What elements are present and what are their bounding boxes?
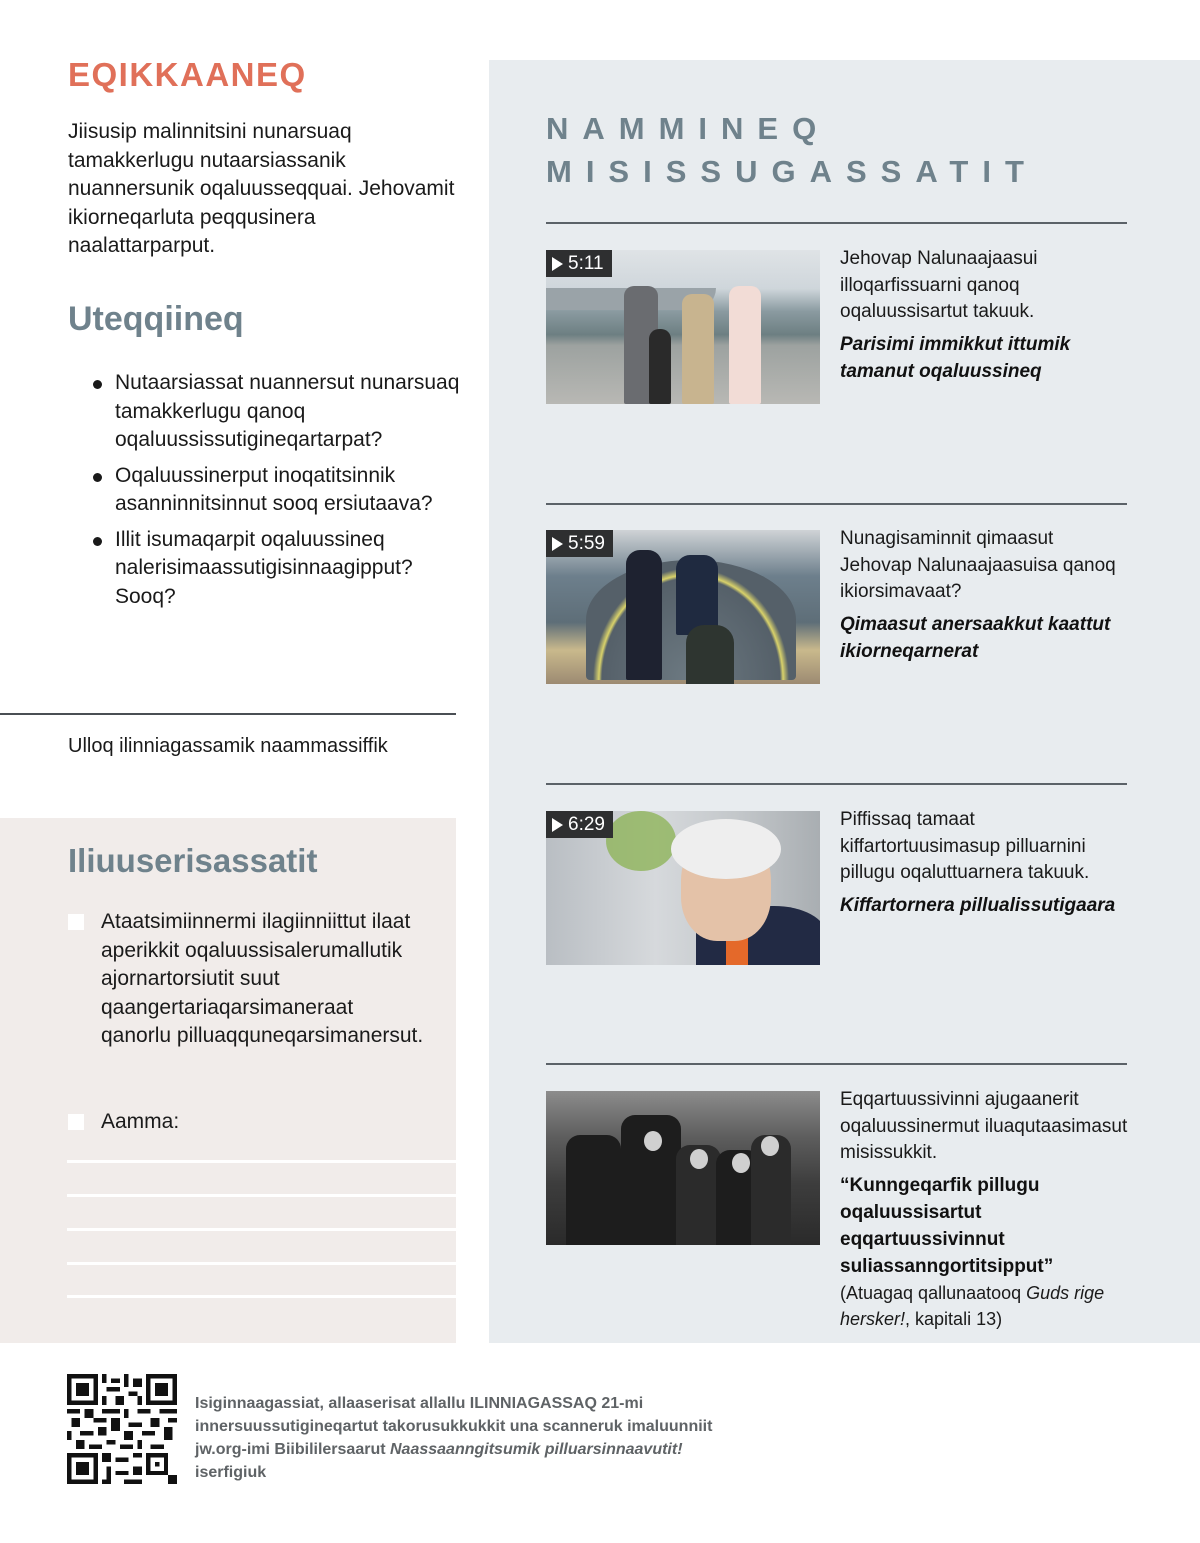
video-description: Nunagisaminnit qimaasut Jehovap Nalunaajaasuisa qanoq ikiorsimavaat? xyxy=(840,528,1116,602)
write-line[interactable] xyxy=(67,1295,456,1298)
duration-badge xyxy=(546,530,613,557)
video-description: Piffissaq tamaat kiffartortuusimasup pilluarnini pillugu oqaluttuarnera takuuk. xyxy=(840,809,1090,883)
goals-title: Iliuuserisassatit xyxy=(68,842,318,879)
duration-badge xyxy=(546,250,612,277)
video-thumbnail[interactable] xyxy=(546,811,820,965)
review-item-text: Illit isumaqarpit oqaluussineq nalerisimaassutigisinnaagipput? Sooq? xyxy=(115,527,413,608)
completed-date-label: Ulloq ilinniagassamik naammassiffik xyxy=(68,735,388,757)
article-description: Eqqartuussivinni ajugaanerit oqaluussinermut iluaqutaasimasut misissukkit. xyxy=(840,1089,1128,1163)
video-thumbnail[interactable] xyxy=(546,250,820,404)
review-item-text: Nutaarsiassat nuannersut nunarsuaq tamakkerlugu qanoq oqaluussissutigineqartarpat? xyxy=(115,371,460,451)
play-icon xyxy=(552,257,563,271)
article-thumbnail[interactable] xyxy=(546,1091,820,1245)
video-text xyxy=(840,807,1130,919)
video-title[interactable]: Parisimi immikkut ittumik tamanut oqaluussineq xyxy=(840,333,1071,382)
citation-prefix: (Atuagaq qallunaatooq xyxy=(840,1282,1027,1303)
divider xyxy=(546,503,1127,505)
play-icon xyxy=(552,818,563,832)
checkbox[interactable] xyxy=(68,914,84,930)
duration: 5:59 xyxy=(568,533,605,554)
write-line[interactable] xyxy=(67,1160,456,1163)
video-thumbnail[interactable] xyxy=(546,530,820,684)
goal-text: Aamma: xyxy=(101,1110,180,1133)
article-title[interactable]: “Kunngeqarfik pillugu oqaluussisartut eqqartuussivinnut suliassanngortitsipput” xyxy=(840,1174,1054,1277)
divider xyxy=(546,783,1127,785)
divider xyxy=(546,1063,1127,1065)
write-line[interactable] xyxy=(67,1228,456,1231)
bullet-icon xyxy=(93,380,102,389)
article-citation xyxy=(840,1280,1130,1332)
review-list xyxy=(92,369,462,618)
article-text xyxy=(840,1087,1130,1332)
bullet-icon xyxy=(93,473,102,482)
video-text xyxy=(840,526,1130,665)
intro-title: EQIKKAANEQ xyxy=(68,56,307,93)
checkbox[interactable] xyxy=(68,1114,84,1130)
qr-code-icon[interactable] xyxy=(67,1374,177,1484)
video-title[interactable]: Qimaasut anersaakkut kaattut ikiorneqarnerat xyxy=(840,613,1111,662)
review-title: Uteqqiineq xyxy=(68,300,244,338)
title-line-2: MISISSUGASSATIT xyxy=(546,154,1038,189)
bullet-icon xyxy=(93,537,102,546)
footer-text-main: Isiginnaagassiat, allaaserisat allallu ILINNIAGASSAQ 21-mi innersuussutigineqartut takorusukkukkit una scanneruk imaluunniit jw.org-imi Biibililersaarut xyxy=(195,1395,713,1458)
self-study-title xyxy=(546,107,1038,193)
review-item-text: Oqaluussinerput inoqatitsinnik asanninnitsinnut sooq ersiutaava? xyxy=(115,463,433,515)
goal-text: Ataatsimiinnermi ilagiinniittut ilaat aperikkit oqaluussisalerumallutik ajornartorsiutit suut qaangertariaqarsimaneraat qanorlu pilluaqquneqarsimanersut. xyxy=(101,910,424,1047)
play-icon xyxy=(552,537,563,551)
video-title[interactable]: Kiffartornera pillualissutigaara xyxy=(840,894,1116,916)
divider xyxy=(0,713,456,715)
write-line[interactable] xyxy=(67,1194,456,1197)
divider xyxy=(546,222,1127,224)
review-item xyxy=(92,369,462,455)
duration: 5:11 xyxy=(568,253,604,274)
citation-suffix: , kapitali 13) xyxy=(905,1308,1003,1329)
intro-body: Jiisusip malinnitsini nunarsuaq tamakkerlugu nutaarsiassanik nuannersunik oqaluusseqquai. Jehovamit ikiorneqarluta peqqusinera naalattarparput. xyxy=(68,120,455,257)
title-line-1: NAMMINEQ xyxy=(546,111,831,146)
goal-item xyxy=(68,1108,428,1137)
footer-text xyxy=(195,1392,715,1484)
video-text xyxy=(840,246,1130,385)
goal-item xyxy=(68,908,428,1051)
review-item xyxy=(92,526,462,612)
video-description: Jehovap Nalunaajaasui illoqarfissuarni qanoq oqaluussisartut takuuk. xyxy=(840,248,1038,322)
duration: 6:29 xyxy=(568,814,605,835)
write-line[interactable] xyxy=(67,1262,456,1265)
duration-badge xyxy=(546,811,613,838)
review-item xyxy=(92,462,462,519)
citation-book: Guds rige hersker! xyxy=(840,1282,1105,1329)
footer-text-end: iserfigiuk xyxy=(195,1464,267,1481)
footer-brochure-title[interactable]: Naassaanngitsumik pilluarsinnaavutit! xyxy=(390,1441,683,1458)
